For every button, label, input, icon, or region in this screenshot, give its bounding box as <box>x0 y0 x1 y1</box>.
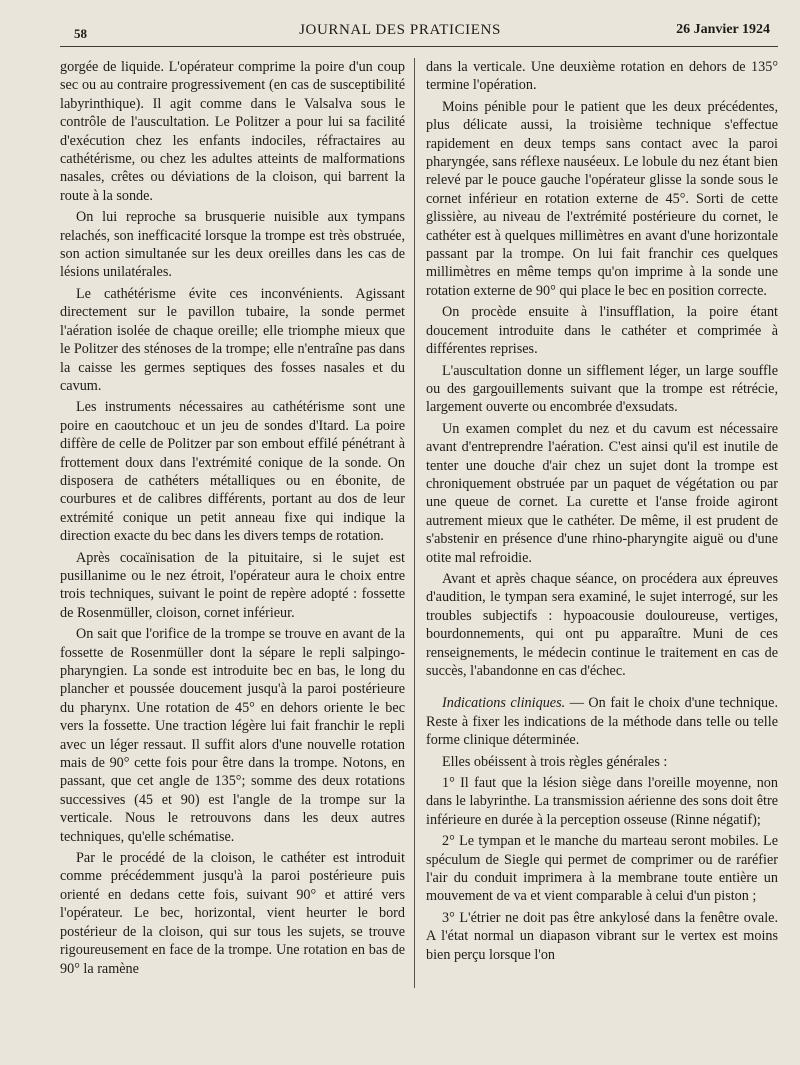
paragraph: On sait que l'orifice de la trompe se trouve en avant de la fossette de Rosenmüller dont la sépare le repli salpingo-pharyngien. La sonde est introduite bec en bas, le long du plancher et poussée doucement jusqu'à la paroi postérieure du pharynx. Une rotation de 45° en dehors oriente le bec vers la fossette. Une traction légère lui fait franchir le repli avec un léger ressaut. Il suffit alors d'une nouvelle rotation mais de 90° cette fois pour être dans la trompe. Notons, en passant, que cet angle de 135°; somme des deux rotations successives (45 et 90) est l'angle de la trompe sur la verticale. Nous le retrouvons dans les deux autres techniques, qu'elle schématise. <box>60 626 405 845</box>
right-column <box>426 58 778 967</box>
paragraph: L'auscultation donne un sifflement léger, un large souffle ou des gargouillements suivant que la trompe est rétrécie, largement ouverte ou encombrée d'exsudats. <box>426 362 778 416</box>
page-header <box>0 20 800 44</box>
indications-text: — On fait le choix d'une technique. Reste à fixer les indications de la méthode dans telle ou telle forme clinique déterminée. <box>426 695 778 749</box>
indications-heading: Indications cliniques. <box>442 695 566 712</box>
paragraph: Par le procédé de la cloison, le cathéter est introduit comme précédemment jusqu'à la paroi postérieure puis orienté en dedans cette fois, suivant 90° et attiré vers l'opérateur. Le bec, horizontal, vient heurter le bord postérieur de la cloison, qui sur tous les sujets, se trouve rigoureusement en face de la trompe. Une rotation en bas de 90° la ramène <box>60 850 405 977</box>
issue-date: 26 Janvier 1924 <box>676 22 770 37</box>
paragraph: Moins pénible pour le patient que les deux précédentes, plus délicate aussi, la troisième technique s'effectue rapidement en deux temps sans contact avec la paroi pharyngée, sans réflexe nauséeux. Le lobule du nez étant bien relevé par le pouce gauche l'opérateur glisse la sonde sous le cornet inférieur en rotation externe de 45°. Sorti de cette glissière, au niveau de l'extrémité postérieure du cornet, le cathéter est à quelques millimètres en avant d'une horizontale passant par la trompe. On lui fait franchir ces quelques millimètres en même temps qu'on imprime à la sonde une rotation externe de 90° qui place le bec en position correcte. <box>426 98 778 299</box>
rule-paragraph: 3° L'étrier ne doit pas être ankylosé dans la fenêtre ovale. A l'état normal un diapason vibrant sur le vertex est moins bien perçu lorsque l'on <box>426 909 778 963</box>
left-column <box>60 58 405 981</box>
paragraph: Elles obéissent à trois règles générales : <box>442 753 668 770</box>
paragraph: dans la verticale. Une deuxième rotation en dehors de 135° termine l'opération. <box>426 59 778 94</box>
header-rule <box>60 46 778 47</box>
paragraph: Les instruments nécessaires au cathétérisme sont une poire en caoutchouc et un jeu de sondes d'Itard. La poire diffère de celle de Politzer par son embout effilé pénétrant à frottement doux dans l'extrémité conique de la sonde. On disposera de cathéters métalliques ou en ébonite, de courbures et de calibres différents, portant au dos de leur extrémité conique un petit anneau fixe qui indique la direction exacte du bec dans les divers temps de rotation. <box>60 399 405 545</box>
indications-paragraph <box>426 694 778 749</box>
paragraph: On procède ensuite à l'insufflation, la poire étant doucement introduite dans le cathéter et comprimée à différentes reprises. <box>426 304 778 358</box>
rule-paragraph: 2° Le tympan et le manche du marteau seront mobiles. Le spéculum de Siegle qui permet de comprimer ou de raréfier l'air du conduit imprimera à la membrane toute entière un mouvement de va et vient comparable à celui d'un piston ; <box>426 833 778 905</box>
paragraph: On lui reproche sa brusquerie nuisible aux tympans relachés, son inefficacité lorsque la trompe est très obstruée, son action simultanée sur les deux oreilles dans les cas de lésions unilatérales. <box>60 209 405 281</box>
page-number: 58 <box>74 26 87 41</box>
paragraph: Un examen complet du nez et du cavum est nécessaire avant d'entreprendre l'aération. C'est ainsi qu'il est inutile de tenter une douche d'air chez un sujet dont la trompe est chroniquement obstruée par un paquet de végétation ou par une queue de cornet. La curette et l'anse froide agiront autrement mieux que le cathéter. De même, il est prudent de s'abstenir en présence d'une rhino-pharyngite aiguë ou d'une otite mal refroidie. <box>426 420 778 566</box>
paragraph: Après cocaïnisation de la pituitaire, si le sujet est pusillanime ou le nez étroit, l'opérateur aura le choix entre trois techniques, suivant le point de repère adopté : fossette de Rosenmüller, cloison, cornet inférieur. <box>60 549 405 621</box>
journal-title: JOURNAL DES PRATICIENS <box>299 22 501 38</box>
paragraph: Le cathétérisme évite ces inconvénients. Agissant directement sur le pavillon tubaire, la sonde permet l'aération isolée de chaque oreille; elle triomphe mieux que le Politzer des sténoses de la trompe; elle n'entraîne pas dans la caisse les germes septiques des fosses nasales et du cavum. <box>60 285 405 394</box>
paragraph: Avant et après chaque séance, on procédera aux épreuves d'audition, le tympan sera examiné, le sujet interrogé, sur les troubles subjectifs : hypoacousie douloureuse, vertiges, bourdonnements, qui ont pu apparaître. Muni de ces renseignements, le médecin continue le traitement en cas de succès, l'abandonne en cas d'échec. <box>426 570 778 679</box>
rule-paragraph: 1° Il faut que la lésion siège dans l'oreille moyenne, non dans le labyrinthe. La transmission aérienne des sons doit être inférieure en durée à la perception osseuse (Rinne négatif); <box>426 775 778 828</box>
column-divider <box>414 58 415 988</box>
paragraph: gorgée de liquide. L'opérateur comprime la poire d'un coup sec ou au contraire progressivement (en cas de susceptibilité labyrinthique). Il agit comme dans le Valsalva sous le contrôle de l'auscultation. Le Politzer a pour lui sa facilité d'exécution chez les enfants indociles, réfractaires au cathétérisme, ou chez les adultes atteints de malformations nasales, crêtes ou déviations de la cloison, qui barrent la route à la sonde. <box>60 59 405 204</box>
